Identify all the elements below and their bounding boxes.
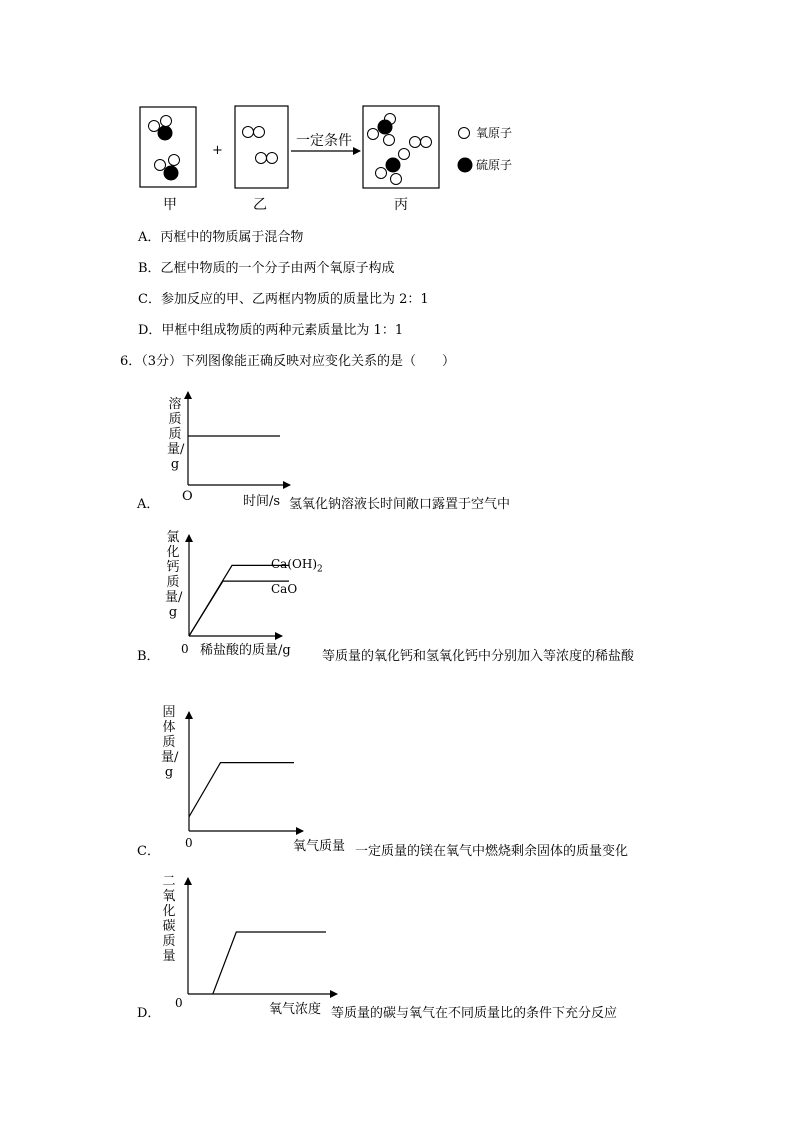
q6-option-a-letter: A． (137, 497, 160, 512)
sulfur-atom (158, 126, 173, 141)
legend-sulfur-label: 硫原子 (476, 158, 513, 172)
box-label-bing: 丙 (394, 197, 408, 213)
chart-b-series-label-cao: CaO (271, 582, 298, 596)
q6-option-d-desc: 等质量的碳与氧气在不同质量比的条件下充分反应 (331, 1006, 618, 1021)
q6-stem: 6．（3分）下列图像能正确反映对应变化关系的是（ ） (120, 354, 456, 369)
chart-b-ylabel: 氯化钙质量/g (165, 530, 183, 620)
q6-option-b-letter: B． (137, 649, 160, 664)
q6-option-b-desc: 等质量的氧化钙和氢氧化钙中分别加入等浓度的稀盐酸 (322, 649, 635, 664)
oxygen-atom (384, 135, 395, 146)
oxygen-atom (391, 174, 402, 185)
oxygen-atom (155, 160, 166, 171)
chart-a-ylabel: 溶质质量/g (167, 397, 185, 472)
oxygen-atom (421, 137, 432, 148)
chart-c-ylabel: 固体质量/g (161, 705, 179, 780)
chart-d-series-line-0 (213, 932, 326, 994)
sulfur-atom (386, 158, 401, 173)
sulfur-atom (164, 166, 179, 181)
sulfur-atom-icon (458, 158, 473, 173)
chart-c-xlabel: 氧气质量 (293, 839, 346, 854)
box-label-jia: 甲 (163, 197, 177, 213)
chart-d-ylabel: 二氧化碳质量 (162, 874, 176, 964)
chart-a-origin: O (182, 489, 193, 504)
chart-c-origin: 0 (185, 836, 193, 850)
chart-b-axes (189, 535, 282, 636)
oxygen-atom (169, 155, 180, 166)
chart-b-series-line-0 (189, 565, 289, 636)
oxygen-atom (368, 129, 379, 140)
oxygen-atom (243, 127, 254, 138)
oxygen-atom (267, 153, 278, 164)
q5-option-a: A．丙框中的物质属于混合物 (138, 230, 304, 245)
q5-option-d: D．甲框中组成物质的两种元素质量比为 1：1 (138, 323, 404, 338)
q6-option-d-letter: D． (137, 1006, 161, 1021)
box-bing (363, 106, 439, 188)
oxygen-atom (161, 116, 172, 127)
oxygen-atom (410, 137, 421, 148)
box-yi (235, 106, 288, 188)
plus-sign: + (212, 143, 223, 158)
chart-d-origin: 0 (175, 996, 183, 1010)
q6-option-c-desc: 一定质量的镁在氧气中燃烧剩余固体的质量变化 (355, 844, 629, 859)
chart-a-axes (188, 392, 290, 485)
chart-b-xlabel: 稀盐酸的质量/g (200, 643, 291, 658)
arrow-label: 一定条件 (296, 133, 352, 149)
oxygen-atom (149, 121, 160, 132)
oxygen-atom (399, 149, 410, 160)
legend-oxygen-label: 氧原子 (476, 126, 513, 140)
oxygen-atom (376, 168, 387, 179)
oxygen-atom-icon (459, 128, 470, 139)
oxygen-atom (256, 153, 267, 164)
box-jia (140, 107, 196, 187)
sulfur-atom (378, 120, 393, 135)
q5-option-c: C．参加反应的甲、乙两框内物质的质量比为 2：1 (138, 292, 429, 307)
chart-c-axes (189, 712, 303, 831)
q6-option-a-desc: 氢氧化钠溶液长时间敞口露置于空气中 (289, 497, 511, 512)
box-label-yi: 乙 (253, 197, 267, 213)
oxygen-atom (254, 127, 265, 138)
chart-d-axes (188, 878, 337, 994)
chart-c-series-line-0 (189, 763, 294, 817)
chart-b-series-label-caoh2: $Ca(OH)_2$ (271, 557, 323, 575)
q5-option-b: B．乙框中物质的一个分子由两个氧原子构成 (138, 261, 395, 276)
q6-option-c-letter: C． (137, 844, 160, 859)
chart-plot-lines (188, 436, 326, 994)
chart-d-xlabel: 氧气浓度 (269, 1002, 322, 1017)
chart-a-xlabel: 时间/s (243, 494, 281, 509)
chart-b-origin: 0 (181, 642, 189, 656)
